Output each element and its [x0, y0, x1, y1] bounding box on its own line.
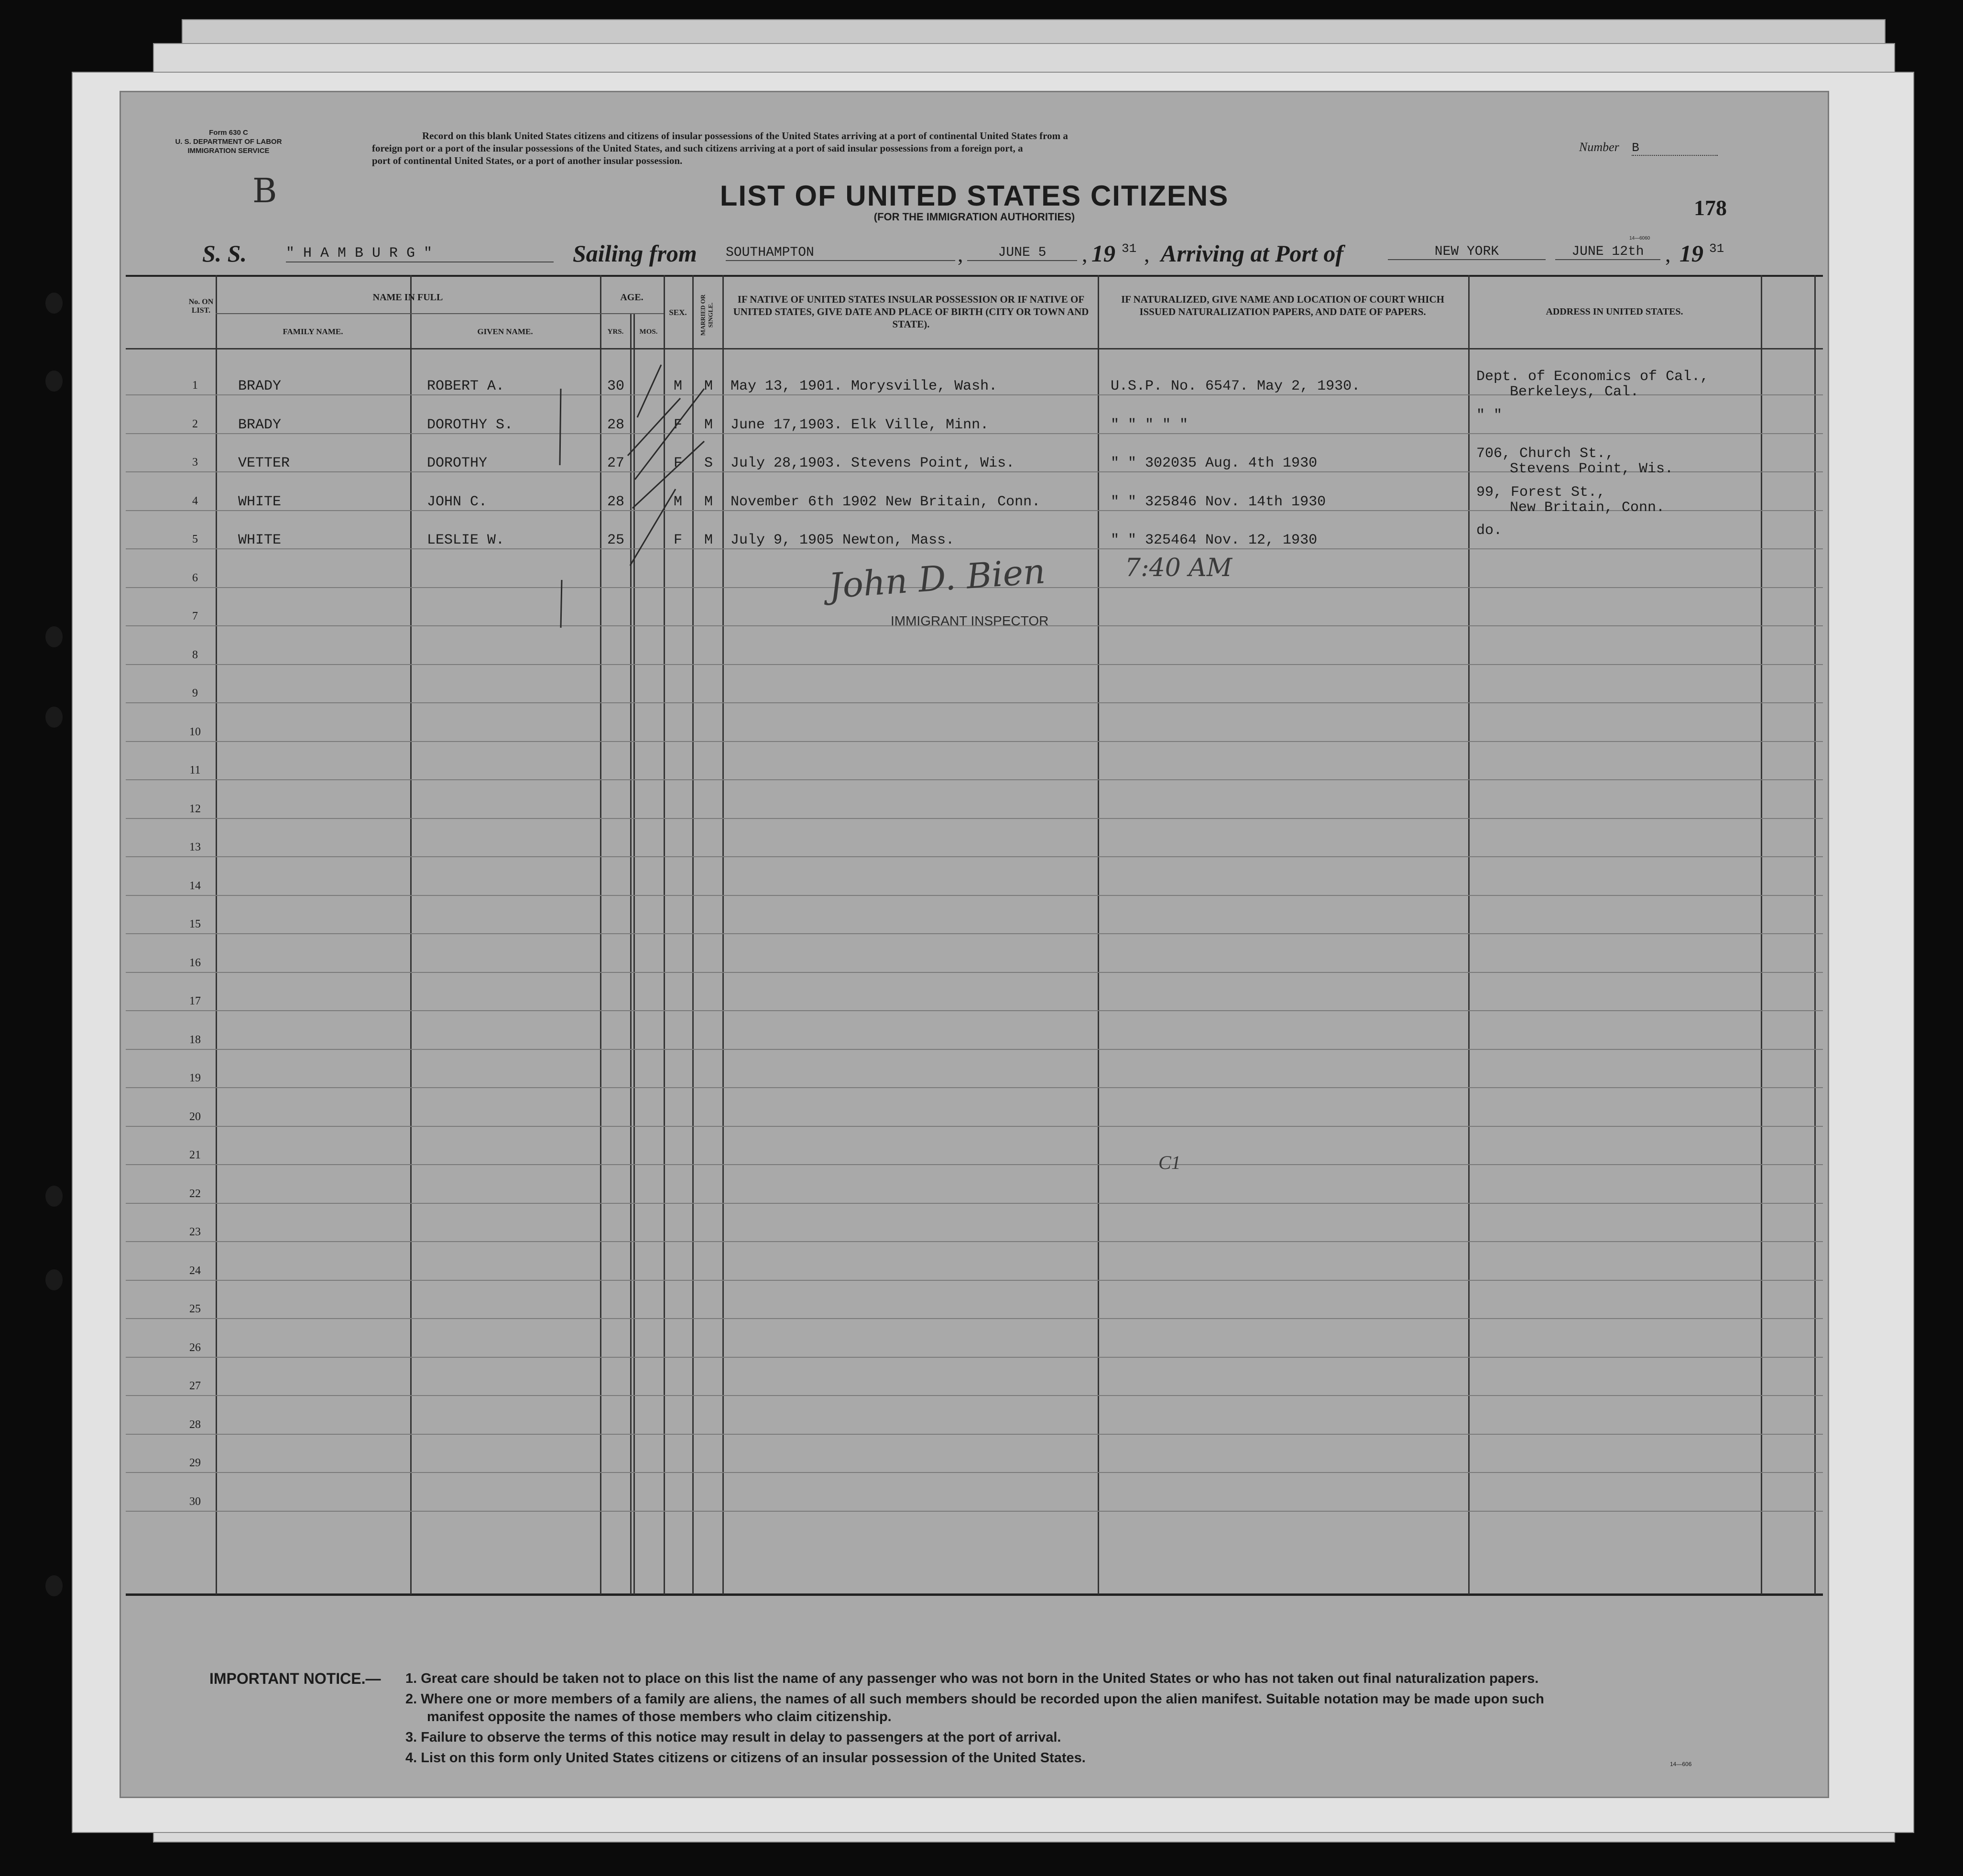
cell-yrs: 28	[607, 416, 624, 433]
binder-hole	[45, 626, 63, 647]
row-rule	[126, 1203, 1823, 1204]
notice-item: 4. List on this form only United States citizens or citizens of an insular possession of the United States.	[405, 1750, 1086, 1766]
row-rule	[126, 1087, 1823, 1088]
column-divider	[410, 275, 412, 1594]
comma: ,	[1144, 242, 1150, 266]
printer-note: 14—6060	[1629, 236, 1650, 241]
col-no-header: No. ON LIST.	[188, 298, 214, 315]
row-number: 12	[189, 802, 201, 815]
cell-yrs: 28	[607, 493, 624, 510]
binder-hole	[45, 293, 63, 314]
row-number: 30	[189, 1495, 201, 1508]
row-number: 17	[189, 995, 201, 1007]
instruction-line: Record on this blank United States citizens and citizens of insular possessions of the United States arriving at a port of continental United States from a	[422, 130, 1068, 142]
row-number: 6	[192, 571, 198, 584]
tally-strokes	[613, 346, 728, 652]
row-number: 11	[189, 764, 201, 776]
row-number: 23	[189, 1226, 201, 1238]
cell-addr2: Stevens Point, Wis.	[1510, 461, 1674, 477]
cell-given: LESLIE W.	[427, 532, 505, 548]
binder-hole	[45, 1575, 63, 1596]
cell-ms: M	[704, 378, 713, 394]
notice-item: 3. Failure to observe the terms of this notice may result in delay to passengers at the port of arrival.	[405, 1730, 1061, 1745]
cell-family: WHITE	[238, 532, 282, 548]
comma: ,	[1665, 242, 1671, 266]
row-number: 15	[189, 918, 201, 930]
inspector-stamp: IMMIGRANT INSPECTOR	[891, 613, 1049, 628]
col-sex-header: SEX.	[669, 308, 687, 317]
cell-sex: M	[673, 378, 682, 394]
cell-birth: May 13, 1901. Morysville, Wash.	[731, 378, 998, 394]
row-rule	[126, 895, 1823, 896]
cell-addr2: New Britain, Conn.	[1510, 499, 1665, 516]
row-rule	[126, 1241, 1823, 1242]
row-rule	[126, 1395, 1823, 1396]
ss-label: S. S.	[202, 240, 247, 267]
cell-addr1: do.	[1476, 523, 1503, 539]
row-rule	[126, 702, 1823, 703]
header-bottom-rule	[126, 348, 1823, 349]
row-rule	[126, 1357, 1823, 1358]
subheader-rule	[216, 313, 664, 314]
col-family-header: FAMILY NAME.	[283, 327, 343, 336]
row-number: 7	[192, 610, 198, 622]
cell-yrs: 27	[607, 455, 624, 471]
sailing-from: SOUTHAMPTON	[726, 245, 955, 261]
cell-sex: F	[673, 532, 682, 548]
cell-ms: M	[704, 416, 713, 433]
cell-family: VETTER	[238, 455, 290, 471]
cell-family: BRADY	[238, 416, 282, 433]
form-number: Form 630 C	[209, 129, 248, 137]
row-number: 16	[189, 956, 201, 969]
instruction-line: port of continental United States, or a port of another insular possession.	[372, 155, 683, 166]
column-divider	[1468, 275, 1470, 1594]
cell-yrs: 25	[607, 532, 624, 548]
row-rule	[126, 1010, 1823, 1011]
year-prefix-arrival: 19	[1679, 240, 1703, 267]
row-rule	[126, 1434, 1823, 1435]
citizens-list-form	[120, 91, 1829, 1798]
row-number: 1	[192, 379, 198, 392]
instructions	[372, 130, 1663, 167]
cell-nat: " " 302035 Aug. 4th 1930	[1111, 455, 1318, 471]
col-birth-header: IF NATIVE OF UNITED STATES INSULAR POSSESSION OR IF NATIVE OF UNITED STATES, GIVE DATE AND PLACE OF BIRTH (CITY OR TOWN AND STATE).	[733, 294, 1089, 330]
row-number: 14	[189, 879, 201, 892]
arrival-date: JUNE 12th	[1555, 244, 1660, 260]
bracket-strokes	[551, 379, 570, 628]
arrival-year: 31	[1709, 241, 1724, 256]
row-number: 21	[189, 1149, 201, 1161]
cell-nat: U.S.P. No. 6547. May 2, 1930.	[1111, 378, 1361, 394]
row-rule	[126, 548, 1823, 549]
sailing-date: JUNE 5	[967, 245, 1077, 261]
sailing-year: 31	[1122, 241, 1137, 256]
table-top-rule	[126, 275, 1823, 277]
row-number: 8	[192, 648, 198, 661]
comma: ,	[958, 242, 963, 266]
col-address-header: ADDRESS IN UNITED STATES.	[1546, 306, 1683, 317]
column-divider	[1761, 275, 1762, 1594]
arrival-time: 7:40 AM	[1125, 554, 1232, 582]
col-mos-header: MOS.	[639, 328, 658, 336]
column-divider	[1814, 275, 1816, 1594]
row-number: 3	[192, 456, 198, 469]
instruction-line: foreign port or a port of the insular possessions of the United States, and such citizens arriving at a port of said insular possessions from a foreign port, a	[372, 142, 1023, 154]
row-rule	[126, 1049, 1823, 1050]
cell-addr1: Dept. of Economics of Cal.,	[1476, 369, 1709, 385]
column-divider	[216, 275, 217, 1594]
row-rule	[126, 1164, 1823, 1165]
ship-name: " H A M B U R G "	[286, 245, 554, 262]
handwritten-b: B	[252, 171, 277, 210]
row-number: 29	[189, 1457, 201, 1469]
row-rule	[126, 972, 1823, 973]
comma: ,	[1082, 242, 1088, 266]
row-rule	[126, 818, 1823, 819]
year-prefix: 19	[1091, 240, 1115, 267]
service-name: IMMIGRATION SERVICE	[187, 147, 270, 155]
row-number: 2	[192, 417, 198, 430]
col-age-header: AGE.	[620, 292, 643, 303]
row-rule	[126, 1472, 1823, 1473]
row-number: 28	[189, 1418, 201, 1431]
page-number: 178	[1694, 196, 1727, 220]
col-yrs-header: YRS.	[607, 328, 624, 336]
cell-family: WHITE	[238, 493, 282, 510]
notice-item: 2. Where one or more members of a family are aliens, the names of all such members should be recorded upon the alien manifest. Suitable notation may be made upon such	[405, 1691, 1544, 1707]
department-name: U. S. DEPARTMENT OF LABOR	[175, 138, 282, 146]
col-married-header: MARRIED OR SINGLE.	[699, 294, 714, 336]
cell-sex: F	[673, 416, 682, 433]
sailing-label: Sailing from	[573, 240, 697, 267]
notice-item: 1. Great care should be taken not to place on this list the name of any passenger who was not born in the United States or who has not taken out final naturalization papers.	[405, 1671, 1539, 1686]
cell-birth: July 9, 1905 Newton, Mass.	[731, 532, 955, 548]
cell-birth: November 6th 1902 New Britain, Conn.	[731, 493, 1041, 510]
row-number: 26	[189, 1341, 201, 1354]
notice-heading: IMPORTANT NOTICE.—	[209, 1670, 381, 1687]
row-rule	[126, 664, 1823, 665]
inspector-signature: John D. Bien	[827, 551, 1047, 606]
form-id-block	[150, 128, 307, 155]
cell-ms: M	[704, 532, 713, 548]
cell-addr2: Berkeleys, Cal.	[1510, 384, 1639, 400]
row-rule	[126, 1280, 1823, 1281]
row-number: 9	[192, 687, 198, 699]
footer-code: 14—606	[1670, 1761, 1692, 1767]
row-rule	[126, 856, 1823, 857]
cell-given: JOHN C.	[427, 493, 488, 510]
notice-item: manifest opposite the names of those members who claim citizenship.	[427, 1709, 892, 1724]
cell-nat: " " 325464 Nov. 12, 1930	[1111, 532, 1318, 548]
row-rule	[126, 779, 1823, 780]
row-number: 5	[192, 533, 198, 545]
cell-nat: " " 325846 Nov. 14th 1930	[1111, 493, 1326, 510]
table-bottom-rule	[126, 1593, 1823, 1596]
cell-sex: M	[673, 493, 682, 510]
row-rule	[126, 1126, 1823, 1127]
row-number: 27	[189, 1380, 201, 1392]
cell-family: BRADY	[238, 378, 282, 394]
cell-ms: M	[704, 493, 713, 510]
row-number: 13	[189, 841, 201, 853]
number-field	[1579, 140, 1737, 156]
row-rule	[126, 1318, 1823, 1319]
cell-nat: " " " " "	[1111, 416, 1189, 433]
port-name: NEW YORK	[1388, 244, 1546, 260]
row-rule	[126, 741, 1823, 742]
row-rule	[126, 433, 1823, 434]
cell-given: ROBERT A.	[427, 378, 505, 394]
column-divider	[1098, 275, 1099, 1594]
row-number: 22	[189, 1187, 201, 1200]
cell-sex: F	[673, 455, 682, 471]
cell-given: DOROTHY	[427, 455, 488, 471]
column-divider	[600, 275, 601, 1594]
cell-addr1: 99, Forest St.,	[1476, 484, 1606, 501]
cell-birth: July 28,1903. Stevens Point, Wis.	[731, 455, 1015, 471]
number-value: B	[1632, 141, 1718, 156]
row-rule	[126, 933, 1823, 934]
arriving-label: Arriving at Port of	[1161, 240, 1343, 267]
row-rule	[126, 1511, 1823, 1512]
page-title: LIST OF UNITED STATES CITIZENS	[720, 180, 1229, 212]
page-subtitle: (FOR THE IMMIGRATION AUTHORITIES)	[873, 211, 1075, 223]
row-number: 18	[189, 1033, 201, 1046]
col-given-header: GIVEN NAME.	[477, 327, 533, 336]
row-number: 20	[189, 1110, 201, 1123]
number-label: Number	[1579, 140, 1619, 154]
row-number: 25	[189, 1303, 201, 1315]
cell-addr1: " "	[1476, 407, 1503, 424]
cell-yrs: 30	[607, 378, 624, 394]
col-naturalized-header: IF NATURALIZED, GIVE NAME AND LOCATION OF COURT WHICH ISSUED NATURALIZATION PAPERS, AND DATE OF PAPERS.	[1121, 294, 1444, 317]
cell-addr1: 706, Church St.,	[1476, 446, 1614, 462]
cell-ms: S	[704, 455, 713, 471]
binder-hole	[45, 707, 63, 728]
binder-hole	[45, 1269, 63, 1290]
margin-mark: C1	[1158, 1152, 1181, 1173]
binder-hole	[45, 1186, 63, 1207]
cell-given: DOROTHY S.	[427, 416, 513, 433]
cell-birth: June 17,1903. Elk Ville, Minn.	[731, 416, 989, 433]
row-number: 4	[192, 494, 198, 507]
col-name-header: NAME IN FULL	[372, 292, 443, 303]
row-number: 24	[189, 1264, 201, 1277]
row-number: 19	[189, 1072, 201, 1084]
row-number: 10	[189, 725, 201, 738]
binder-hole	[45, 371, 63, 392]
